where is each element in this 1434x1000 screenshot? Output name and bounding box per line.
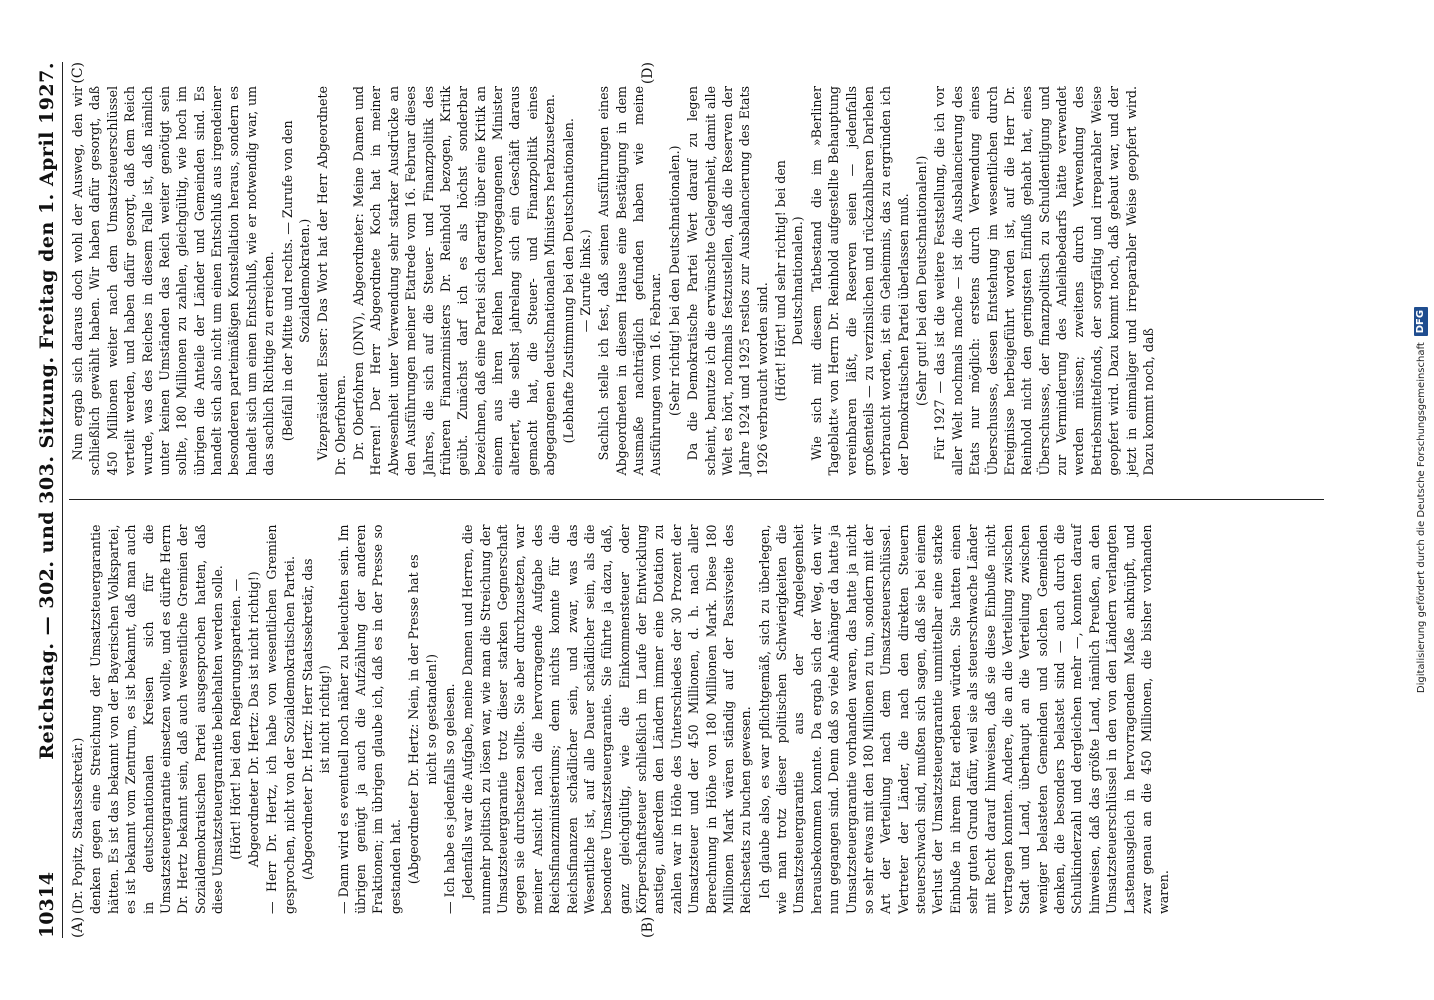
paragraph: Nun ergab sich daraus doch wohl der Ausweg, den wir schließlich gewählt haben. Wir haben dafür gesorgt, daß 450 Millionen weiter nach dem Umsatzsteuerschlüssel verteilt werden, und haben dafür gesorgt, daß dem Reich wurde, was des Reiches in diesem Falle ist, daß nämlich unter keinen Umständen das Reich weiter genötigt sein sollte, 180 Millionen zu zahlen, gleichgültig, wie hoch im übrigen die Anteile der Länder und Gemeinden sind. Es handelt sich also nicht um einen Entschluß aus irgendeiner besonderen parteimäßigen Konstellation heraus, sondern es handelt sich um einen Entschluß, wie er notwendig war, um das sachlich Richtige zu erreichen. — [70, 86, 277, 476]
margin-mark-a: (A) — [70, 916, 86, 938]
page-number: 10314 — [36, 871, 58, 938]
paragraph: Sachlich stelle ich fest, daß seinen Ausführungen eines Abgeordneten in diesem Hause eine Bestätigung in dem Ausmaße nachträglich gefunden haben wie meine Ausführungen vom 16. Februar. — [596, 86, 664, 476]
margin-mark-c: (C) — [70, 62, 86, 84]
paragraph: Ich glaube also, es war pflichtgemäß, sich zu überlegen, wie man trotz dieser politischen Schwierigkeiten die Umsatzsteuergarantie aus der Angelegenheit herausbekommen konnte. Da ergab sich der Weg, den wir nun gegangen sind. Denn daß so viele Anhänger da hatte ja Umsatzsteuergarantie vorhanden waren, das hatte ja nicht so sehr etwas mit den 180 Millionen zu tun, sondern mit der Art der Verteilung nach dem Umsatzsteuerschlüssel. Vertreter der Länder, die nach den direkten Steuern steuerschwach sind, mußten sich sagen, daß sie bei einem Verlust der Umsatzsteuergarantie unmittelbar eine starke Einbuße in ihrem Etat erleben würden. Sie hatten einen sehr guten Grund dafür, weil sie als steuerschwache Länder mit Recht darauf hinweisen, daß sie diese Einbuße nicht vertragen konnten. Andere, die an die Verteilung zwischen Stadt und Land, überhaupt an die Verteilung zwischen weniger belasteten Gemeinden und solchen Gemeinden denken, die besonders belastet sind — auch durch die Schulkinderzahl und dergleichen mehr —, konnten darauf hinweisen, daß das größte Land, nämlich Preußen, an den Umsatzsteuerschlüssel in den von den Ländern verlangten Lastenausgleich in hervorragendem Maße anknüpft, und zwar genau an die 450 Millionen, die bisher vorhanden waren. — [756, 524, 1172, 914]
paragraph: Jedenfalls war die Aufgabe, meine Damen und Herren, die nunmehr politisch zu lösen war, wie man die Streichung der Umsatzsteuergarantie trotz dieser starken Gegnerschaft gegen sie durchsetzen sollte. Sie aber durchzusetzen, war meiner Ansicht nach die hervorragende Aufgabe des Reichsfinanzministeriums; denn nichts konnte für die Reichsfinanzen schädlicher sein, und zwar, was das Wesentliche ist, auf alle Dauer schädlicher sein, als die besondere Umsatzsteuergarantie. Sie führte ja dazu, daß, ganz gleichgültig, wie die Einkommensteuer oder Körperschaftsteuer schließlich im Laufe der Entwicklung anstieg, außerdem den Ländern immer eine Dotation zu zahlen war in Höhe des Unterschiedes der 30 Prozent der Umsatzsteuer und der 450 Millionen, d. h. nach aller Berechnung in Höhe von 180 Millionen Mark. Diese 180 Millionen Mark wären ständig auf der Passivseite des Reichsetats zu buchen gewesen. — [460, 524, 754, 914]
document-page — [22, 40, 1352, 960]
paragraph: denken gegen eine Streichung der Umsatzsteuergarantie hätten. Es ist das bekannt von der Bayerischen Volkspartei, es ist bekannt vom Zentrum, es ist bekannt, daß man auch in deutschnationalen Kreisen sich für die Umsatzsteuergarantie einsetzen wollte, und es dürfte Herrn Dr. Hertz bekannt sein, daß auch wesentliche Gremien der Sozialdemokratischen Partei ausgesprochen hatten, daß diese Umsatzsteuergarantie beibehalten werden solle. — [88, 524, 225, 914]
page-header — [36, 62, 63, 938]
sidebar-credit: Digitalisierung gefördert durch die Deutsche Forschungsgemeinschaft — [1415, 342, 1427, 694]
paragraph: Wie sich mit diesem Tatbestand die im »Berliner Tageblatt« von Herrn Dr. Reinhold aufgestellte Behauptung vereinbaren läßt, die Reserven seien — jedenfalls großenteils — zu verzinslichen und rückzahlbaren Darlehen verbraucht worden, ist ein Geheimnis, das zu ergründen ich der Demokratischen Partei überlassen muß. — [808, 86, 911, 476]
interjection: (Lebhafte Zustimmung bei den Deutschnationalen. — Zurufe links.) — [560, 118, 593, 444]
interjection: (Hört! Hört! und sehr richtig! bei den Deutschnationalen.) — [773, 160, 806, 402]
paragraph: Vizepräsident Esser: Das Wort hat der Herr Abgeordnete Dr. Oberfohren. — [315, 86, 348, 476]
dfg-logo: DFG — [1414, 307, 1428, 336]
interjection: (Abgeordneter Dr. Hertz: Nein, in der Presse hat es nicht so gestanden!) — [406, 554, 439, 885]
text-columns — [69, 62, 1324, 938]
paragraph: — Ich habe es jedenfalls so gelesen. — [441, 683, 457, 914]
page-title: Reichstag. — 302. und 303. Sitzung. Freitag den 1. April 1927. — [36, 62, 58, 760]
interjection: (Beifall in der Mitte und rechts. — Zurufe von den Sozialdemokraten.) — [279, 120, 312, 442]
interjection: (Hört! Hört! bei den Regierungsparteien. — Abgeordneter Dr. Hertz: Das ist nicht richtig!) — [228, 571, 261, 868]
paragraph: Dr. Oberfohren (DNV), Abgeordneter: Meine Damen und Herren! Der Herr Abgeordnete Koch hat in meiner Abwesenheit unter Verwendung sehr starker Ausdrücke an den Ausführungen meiner Etatrede vom 16. Februar dieses Jahres, die sich auf die Steuer- und Finanzpolitik des früheren Finanzministers Dr. Reinhold bezogen, Kritik geübt. Zunächst darf ich es als höchst sonderbar bezeichnen, daß eine Partei sich derartig über eine Kritik an einem aus ihren Reihen hervorgegangenen Minister alteriert, die selbst jahrelang sich ein Geschäft daraus gemacht hat, die Steuer- und Finanzpolitik eines abgegangenen deutschnationalen Ministers herabzusetzen. — [351, 86, 558, 476]
left-column — [69, 500, 1324, 939]
paragraph: — Dann wird es eventuell noch näher zu beleuchten sein. Im übrigen genügt ja auch die Aufzählung der anderen Fraktionen; im übrigen glaube ich, daß es in der Presse so gestanden hat. — [335, 524, 403, 914]
margin-mark-d: (D) — [640, 62, 656, 85]
paragraph: — Herr Dr. Hertz, ich habe von wesentlichen Gremien gesprochen, nicht von der Sozialdemokratischen Partei. — [264, 524, 297, 914]
interjection: (Sehr richtig! bei den Deutschnationalen.) — [666, 145, 682, 416]
right-column — [69, 62, 1324, 500]
interjection: (Abgeordneter Dr. Hertz: Herr Staatssekretär, das ist nicht richtig!) — [299, 558, 333, 880]
paragraph: Da die Demokratische Partei Wert darauf zu legen scheint, benutze ich die erwünschte Gelegenheit, damit alle Welt es hört, nochmals festzustellen, daß die Reserven der Jahre 1924 und 1925 restlos zur Ausbalancierung des Etats 1926 verbraucht worden sind. — [685, 86, 770, 476]
paragraph: Für 1927 — das ist die weitere Feststellung, die ich vor aller Welt nochmals mache — ist die Ausbalancierung des Etats nur möglich: erstens durch Verwendung eines Überschusses, dessen Entstehung im wesentlichen durch Ereignisse herbeigeführt worden ist, auf die Herr Dr. Reinhold nicht den geringsten Einfluß gehabt hat, eines Überschusses, der finanzpolitisch zu Schuldentilgung und zur Verminderung des Anleihebedarfs hätte verwendet werden müssen; zweitens durch Verwendung des Betriebsmittelfonds, der sorgfältig und irreparabler Weise geopfert wird. Dazu kommt noch, daß gebaut war, und der jetzt in einmaliger und irreparabler Weise geopfert wird. Dazu kommt noch, daß — [932, 86, 1156, 476]
speaker-line: (Dr. Popitz, Staatssekretär.) — [70, 737, 85, 914]
dfg-sidebar — [1412, 10, 1430, 990]
interjection: (Sehr gut! bei den Deutschnationalen!) — [914, 155, 929, 406]
margin-mark-b: (B) — [640, 916, 656, 938]
